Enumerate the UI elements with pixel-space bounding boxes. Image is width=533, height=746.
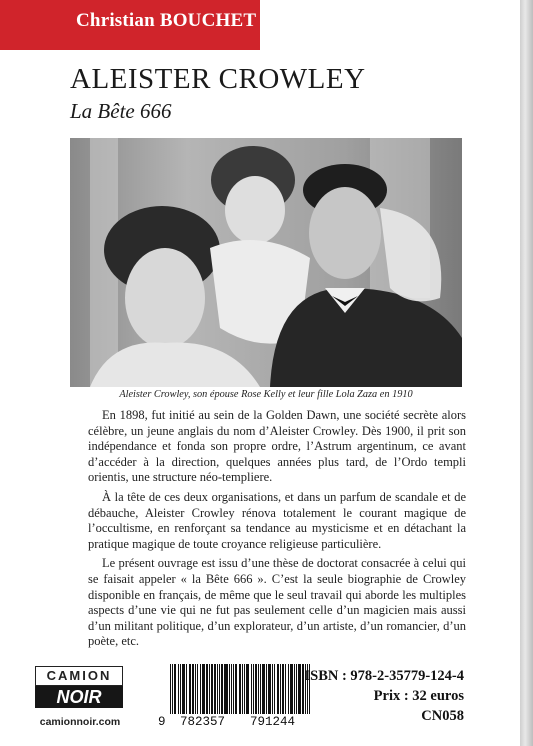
barcode-bar	[217, 664, 218, 714]
book-spine-edge	[520, 0, 533, 746]
price-text: Prix : 32 euros	[373, 688, 464, 704]
barcode-bar	[294, 664, 295, 714]
author-banner	[0, 0, 260, 50]
barcode-bar	[235, 664, 237, 714]
photo-caption: Aleister Crowley, son épouse Rose Kelly et leur fille Lola Zaza en 1910	[119, 389, 413, 400]
barcode-bar	[268, 664, 271, 714]
catalog-code: CN058	[421, 708, 464, 724]
barcode-bar	[180, 664, 181, 714]
barcode-bar	[258, 664, 259, 714]
barcode-bar	[202, 664, 205, 714]
book-title: ALEISTER CROWLEY	[70, 63, 366, 95]
barcode-bar	[214, 664, 216, 714]
barcode-bar	[178, 664, 179, 714]
barcode-bar	[253, 664, 254, 714]
barcode-bar	[239, 664, 241, 714]
barcode-bar	[233, 664, 234, 714]
barcode-bar	[219, 664, 220, 714]
barcode-first-digit: 9	[158, 715, 166, 729]
barcode-bar	[186, 664, 187, 714]
barcode-bar	[296, 664, 297, 714]
barcode-bar	[246, 664, 249, 714]
barcode-bar	[174, 664, 176, 714]
barcode-bar	[189, 664, 191, 714]
barcode-bar	[182, 664, 185, 714]
barcode-left-group: 782357	[180, 715, 226, 729]
barcode-bar	[266, 664, 267, 714]
barcode-bar	[255, 664, 257, 714]
barcode-bar	[244, 664, 245, 714]
description-paragraph: Le présent ouvrage est issu d’une thèse de doctorat consacrée à celui qui se faisait appeler « la Bête 666 ». C’est la seule biographie de Crowley disponible en français, de même que le seul travail qui aborde les multiples aspects d’une vie qui ne fut pas seulement celle d’un magicien mais aussi d’un militant politique, d’un explorateur, d’un artiste, d’un romancier, d’un poète, etc.	[88, 556, 466, 649]
barcode-bar	[302, 664, 304, 714]
barcode-bar	[224, 664, 227, 714]
barcode-bar	[200, 664, 201, 714]
publisher-website: camionnoir.com	[39, 716, 121, 728]
barcode-bar	[195, 664, 196, 714]
barcode-bar	[280, 664, 281, 714]
description	[88, 408, 466, 654]
logo-top-text: CAMION	[35, 666, 123, 686]
barcode-bar	[206, 664, 208, 714]
barcode-bar	[209, 664, 210, 714]
barcode-bar	[260, 664, 261, 714]
book-subtitle: La Bête 666	[70, 99, 172, 123]
cover-photo	[70, 138, 462, 387]
barcode-bars	[170, 664, 316, 714]
author-name: Christian BOUCHET	[76, 10, 257, 31]
barcode-bar	[288, 664, 289, 714]
barcode-bar	[192, 664, 194, 714]
barcode-bar	[211, 664, 212, 714]
barcode-bar	[170, 664, 171, 714]
family-photo-image	[70, 138, 462, 387]
barcode-right-group: 791244	[250, 715, 296, 729]
isbn-text: ISBN : 978-2-35779-124-4	[304, 668, 464, 684]
barcode-bar	[282, 664, 284, 714]
book-info	[305, 666, 465, 726]
barcode-bar	[231, 664, 232, 714]
publisher-logo	[35, 666, 123, 710]
barcode-bar	[172, 664, 173, 714]
barcode-bar	[285, 664, 286, 714]
barcode-bar	[274, 664, 275, 714]
logo-bottom-text: NOIR	[35, 686, 123, 708]
barcode-bar	[272, 664, 273, 714]
description-paragraph: En 1898, fut initié au sein de la Golden Dawn, une société secrète alors célèbre, un jeune anglais du nom d’Aleister Crowley. Dès 1900, il prit son indépendance et fonda son propre ordre, l’Astrum argentinum, ce avant d’accéder à la direction, quelques années plus tard, de l’Ordo templi orientis, une structure néo-templiere.	[88, 408, 466, 485]
barcode-bar	[251, 664, 252, 714]
barcode-bar	[277, 664, 279, 714]
barcode-bar	[242, 664, 243, 714]
description-paragraph: À la tête de ces deux organisations, et dans un parfum de scandale et de débauche, Aleister Crowley rénova totalement le courant magique de l’occultisme, en renforçant sa tendance au mysticisme et en détachant la pratique magique de toute croyance religieuse particulière.	[88, 489, 466, 551]
barcode-bar	[197, 664, 198, 714]
barcode-bar	[221, 664, 223, 714]
isbn-barcode	[158, 664, 318, 732]
barcode-bar	[229, 664, 230, 714]
barcode-bar	[290, 664, 293, 714]
barcode-bar	[262, 664, 264, 714]
barcode-bar	[298, 664, 300, 714]
